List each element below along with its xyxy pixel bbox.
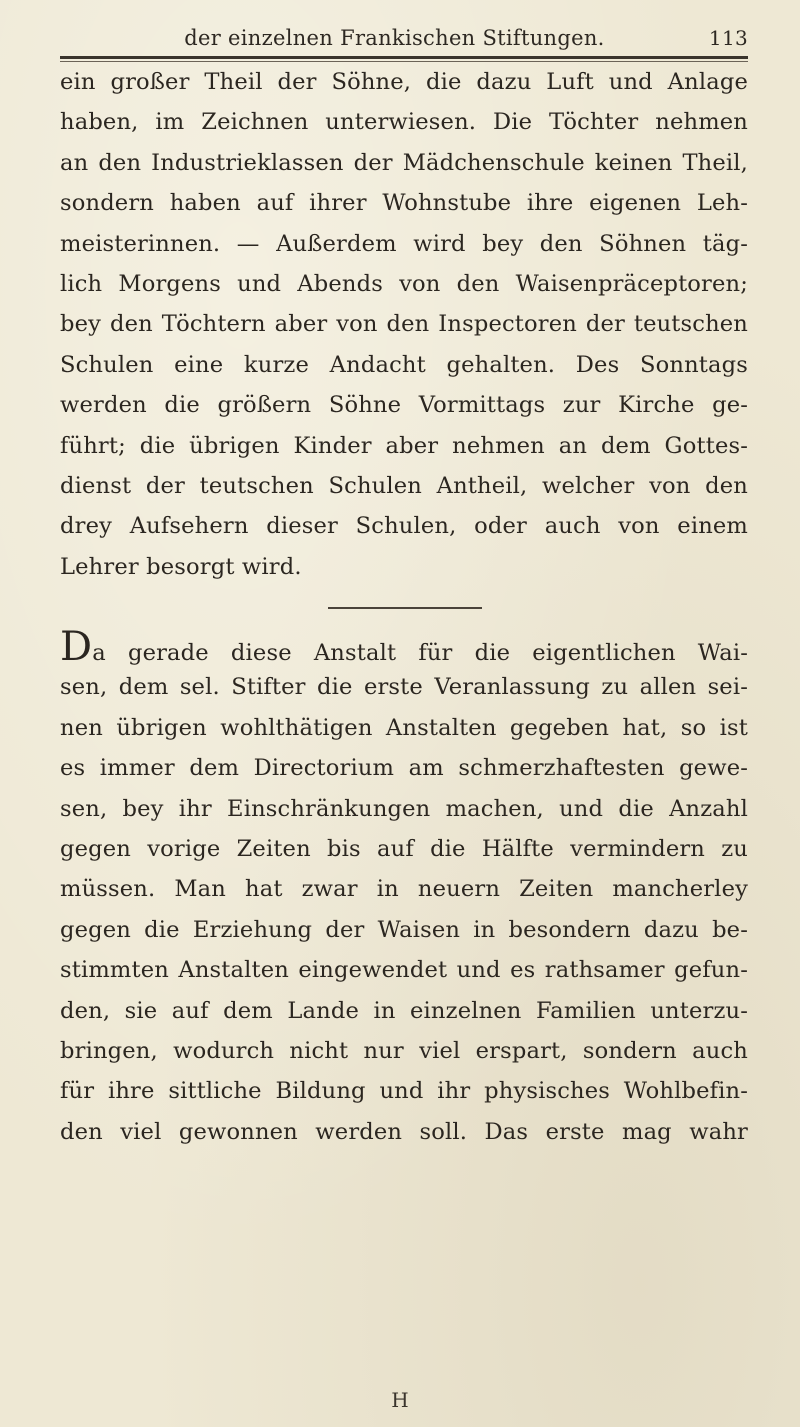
text-line: stimmten Anstalten eingewendet und es rathsamer gefun- xyxy=(60,957,748,984)
text-line: den, sie auf dem Lande in einzelnen Familien unterzu- xyxy=(60,997,748,1024)
text-line: gegen die Erziehung der Waisen in besondern dazu be- xyxy=(60,916,748,943)
paragraph-1 xyxy=(60,62,748,587)
text-line: müssen. Man hat zwar in neuern Zeiten mancherley xyxy=(60,876,748,903)
text-line-with-initial xyxy=(60,627,748,667)
text-line: werden die größern Söhne Vormittags zur Kirche ge- xyxy=(60,392,748,419)
paragraph-2 xyxy=(60,627,748,1152)
text-line: für ihre sittliche Bildung und ihr physisches Wohlbefin- xyxy=(60,1078,748,1105)
signature-mark: H xyxy=(391,1388,409,1412)
page-number: 113 xyxy=(708,26,748,50)
text-line: drey Aufsehern dieser Schulen, oder auch von einem xyxy=(60,513,748,540)
header-rule xyxy=(60,56,748,59)
text-line: sen, bey ihr Einschränkungen machen, und die Anzahl xyxy=(60,795,748,822)
text-line: dienst der teutschen Schulen Antheil, welcher von den xyxy=(60,472,748,499)
text-line: es immer dem Directorium am schmerzhaftesten gewe- xyxy=(60,755,748,782)
text-line: gegen vorige Zeiten bis auf die Hälfte vermindern zu xyxy=(60,836,748,863)
text-line: ein großer Theil der Söhne, die dazu Luft und Anlage xyxy=(60,69,748,95)
text-line: bringen, wodurch nicht nur viel erspart, sondern auch xyxy=(60,1037,748,1064)
text-line: an den Industrieklassen der Mädchenschule keinen Theil, xyxy=(60,149,748,176)
running-head-title: der einzelnen Frankischen Stiftungen. xyxy=(184,26,605,50)
text-line: Schulen eine kurze Andacht gehalten. Des Sonntags xyxy=(60,351,748,378)
text-line: führt; die übrigen Kinder aber nehmen an dem Gottes- xyxy=(60,432,748,459)
text-line: sondern haben auf ihrer Wohnstube ihre eigenen Leh- xyxy=(60,190,748,217)
text-line: bey den Töchtern aber von den Inspectoren der teutschen xyxy=(60,311,748,338)
body-text xyxy=(60,62,748,1152)
first-line-text: a gerade diese Anstalt für die eigentlichen Wai- xyxy=(92,640,748,667)
text-line: sen, dem sel. Stifter die erste Veranlassung zu allen sei- xyxy=(60,674,748,701)
text-line: den viel gewonnen werden soll. Das erste mag wahr xyxy=(60,1118,748,1145)
text-line: Lehrer besorgt wird. xyxy=(60,553,302,580)
running-head xyxy=(120,14,748,50)
text-line: lich Morgens und Abends von den Waisenpräceptoren; xyxy=(60,270,748,297)
text-line: nen übrigen wohlthätigen Anstalten gegeben hat, so ist xyxy=(60,714,748,741)
section-divider xyxy=(60,587,748,627)
text-line: meisterinnen. — Außerdem wird bey den Söhnen täg- xyxy=(60,230,748,257)
text-line: haben, im Zeichnen unterwiesen. Die Töchter nehmen xyxy=(60,109,748,136)
drop-initial: D xyxy=(60,627,93,668)
